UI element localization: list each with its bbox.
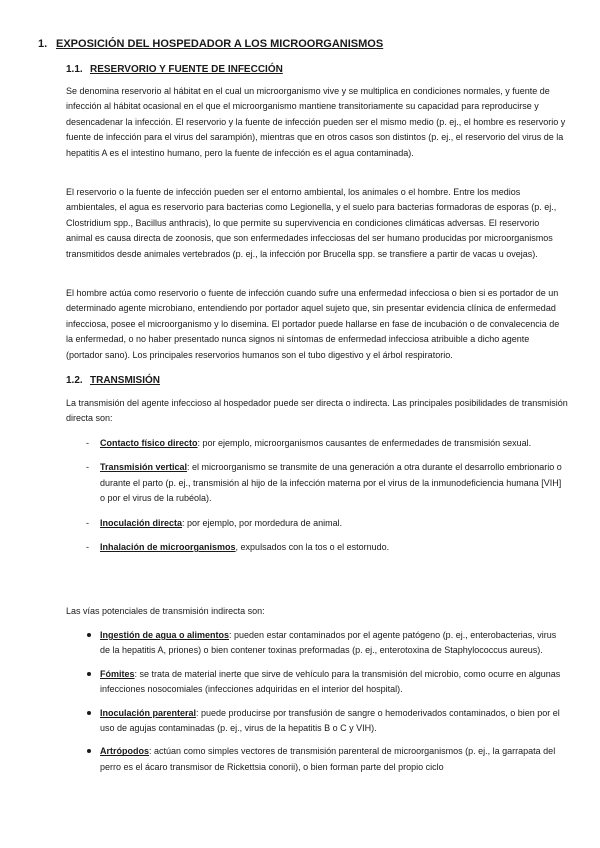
list-item (66, 516, 568, 531)
list-term: Artrópodos (100, 746, 149, 757)
bullet-icon (87, 711, 91, 715)
subsection-title: RESERVORIO Y FUENTE DE INFECCIÓN (90, 64, 283, 75)
paragraph: El hombre actúa como reservorio o fuente de infección cuando sufre una enfermedad infecciosa o bien si es portador de un determinado agente microbiano, entendiendo por portador aquel sujeto que, sin presentar evidencia clínica de enfermedad infecciosa, posee el microorganismo y lo disemina. El portador puede hallarse en fase de incubación o de convalecencia de la enfermedad, o no haber presentado nunca signos ni síntomas de enfermedad infecciosa atribuible a dicho agente (portador sano). Los principales reservorios humanos son el tubo digestivo y el árbol respiratorio. (66, 288, 560, 360)
list-item (66, 628, 568, 659)
list-term: Inoculación parenteral (100, 707, 197, 718)
list-text: : pueden estar contaminados por el agente patógeno (p. ej., enterobacterias, virus de la hepatitis A, priones) o bien contener toxinas preformadas (p. ej., enterotoxina de Staphylococcus aureus). (100, 630, 557, 656)
dash-marker: - (86, 438, 89, 448)
list-item (66, 460, 568, 506)
list-item (66, 436, 568, 451)
list-term: Transmisión vertical (100, 462, 188, 473)
subsection-title: TRANSMISIÓN (90, 375, 160, 386)
indirect-transmission-list (66, 628, 568, 775)
bullet-icon (87, 749, 91, 753)
list-item (66, 667, 568, 698)
bullet-icon (87, 633, 91, 637)
subsection-heading-transmision (66, 375, 160, 386)
paragraph: El reservorio o la fuente de infección pueden ser el entorno ambiental, los animales o el hombre. Entre los medios ambientales, el agua es reservorio para bacterias como Legionella, y el suelo para bacterias formadoras de esporas (p. ej., Clostridium spp., Bacillus anthracis), lo que permite su supervivencia en condiciones climáticas adversas. El reservorio animal es causa directa de zoonosis, que son enfermedades infecciosas del ser humano producidas por microorganismos transmitidos desde animales vertebrados (p. ej., la infección por Brucella spp. se transfiere a partir de vacas u ovejas). (66, 187, 557, 259)
list-term: Ingestión de agua o alimentos (100, 630, 230, 640)
list-term: Inhalación de microorganismos (100, 542, 236, 553)
section-title: EXPOSICIÓN DEL HOSPEDADOR A LOS MICROORGANISMOS (56, 38, 384, 50)
list-text: : por ejemplo, por mordedura de animal. (182, 517, 343, 528)
subsection-number: 1.2. (66, 375, 83, 386)
list-text: : por ejemplo, microorganismos causantes de enfermedades de transmisión sexual. (197, 438, 532, 448)
list-text: : el microorganismo se transmite de una generación a otra durante el desarrollo embrionario o durante el parto (p. ej., transmisión al hijo de la infección materna por el virus de la inmunodeficiencia humana [VIH] o por el virus de la rubéola). (100, 462, 562, 504)
paragraph: Se denomina reservorio al hábitat en el cual un microorganismo vive y se multiplica en condiciones normales, y fuente de infección al hábitat ocasional en el que el microorganismo mantiene transitoriamente su capacidad para reproducirse y desencadenar la infección. El reservorio y la fuente de infección pueden ser el mismo medio (p. ej., el hombre es reservorio y fuente de infección para el virus del sarampión), mientras que en otros casos son distintos (p. ej., el reservorio del virus de la hepatitis A es el intestino humano, pero la fuente de infección es el agua contaminada). (66, 86, 566, 158)
dash-marker: - (86, 462, 89, 473)
list-term: Inoculación directa (100, 517, 183, 528)
dash-marker: - (86, 517, 89, 528)
dash-marker: - (86, 542, 89, 553)
bullet-icon (87, 672, 91, 676)
subsection-heading-reservorio (66, 64, 283, 75)
list-text: , expulsados con la tos o el estornudo. (235, 542, 390, 553)
list-item (66, 744, 568, 775)
subsection-number: 1.1. (66, 64, 83, 75)
list-term: Contacto físico directo (100, 438, 198, 448)
paragraph: La transmisión del agente infeccioso al hospedador puede ser directa o indirecta. Las principales posibilidades de transmisión directa son: (66, 398, 568, 424)
list-item (66, 540, 568, 555)
section-number: 1. (38, 38, 48, 50)
list-term: Fómites (100, 668, 135, 679)
list-text: : se trata de material inerte que sirve de vehículo para la transmisión del microbio, como ocurre en algunas infecciones nosocomiales (infecciones adquiridas en el interior del hospital). (100, 668, 561, 695)
paragraph: Las vías potenciales de transmisión indirecta son: (66, 606, 265, 616)
list-text: : actúan como simples vectores de transmisión parenteral de microorganismos (p. ej., la garrapata del perro es el ácaro transmisor de Rickettsia conorii), o bien forman parte del propio ciclo (100, 746, 556, 772)
list-text: : puede producirse por transfusión de sangre o hemoderivados contaminados, o bien por el uso de agujas contaminadas (p. ej., virus de la hepatitis B o C y VIH). (100, 707, 560, 734)
section-heading (38, 38, 383, 50)
direct-transmission-list (66, 436, 568, 555)
list-item (66, 706, 568, 737)
